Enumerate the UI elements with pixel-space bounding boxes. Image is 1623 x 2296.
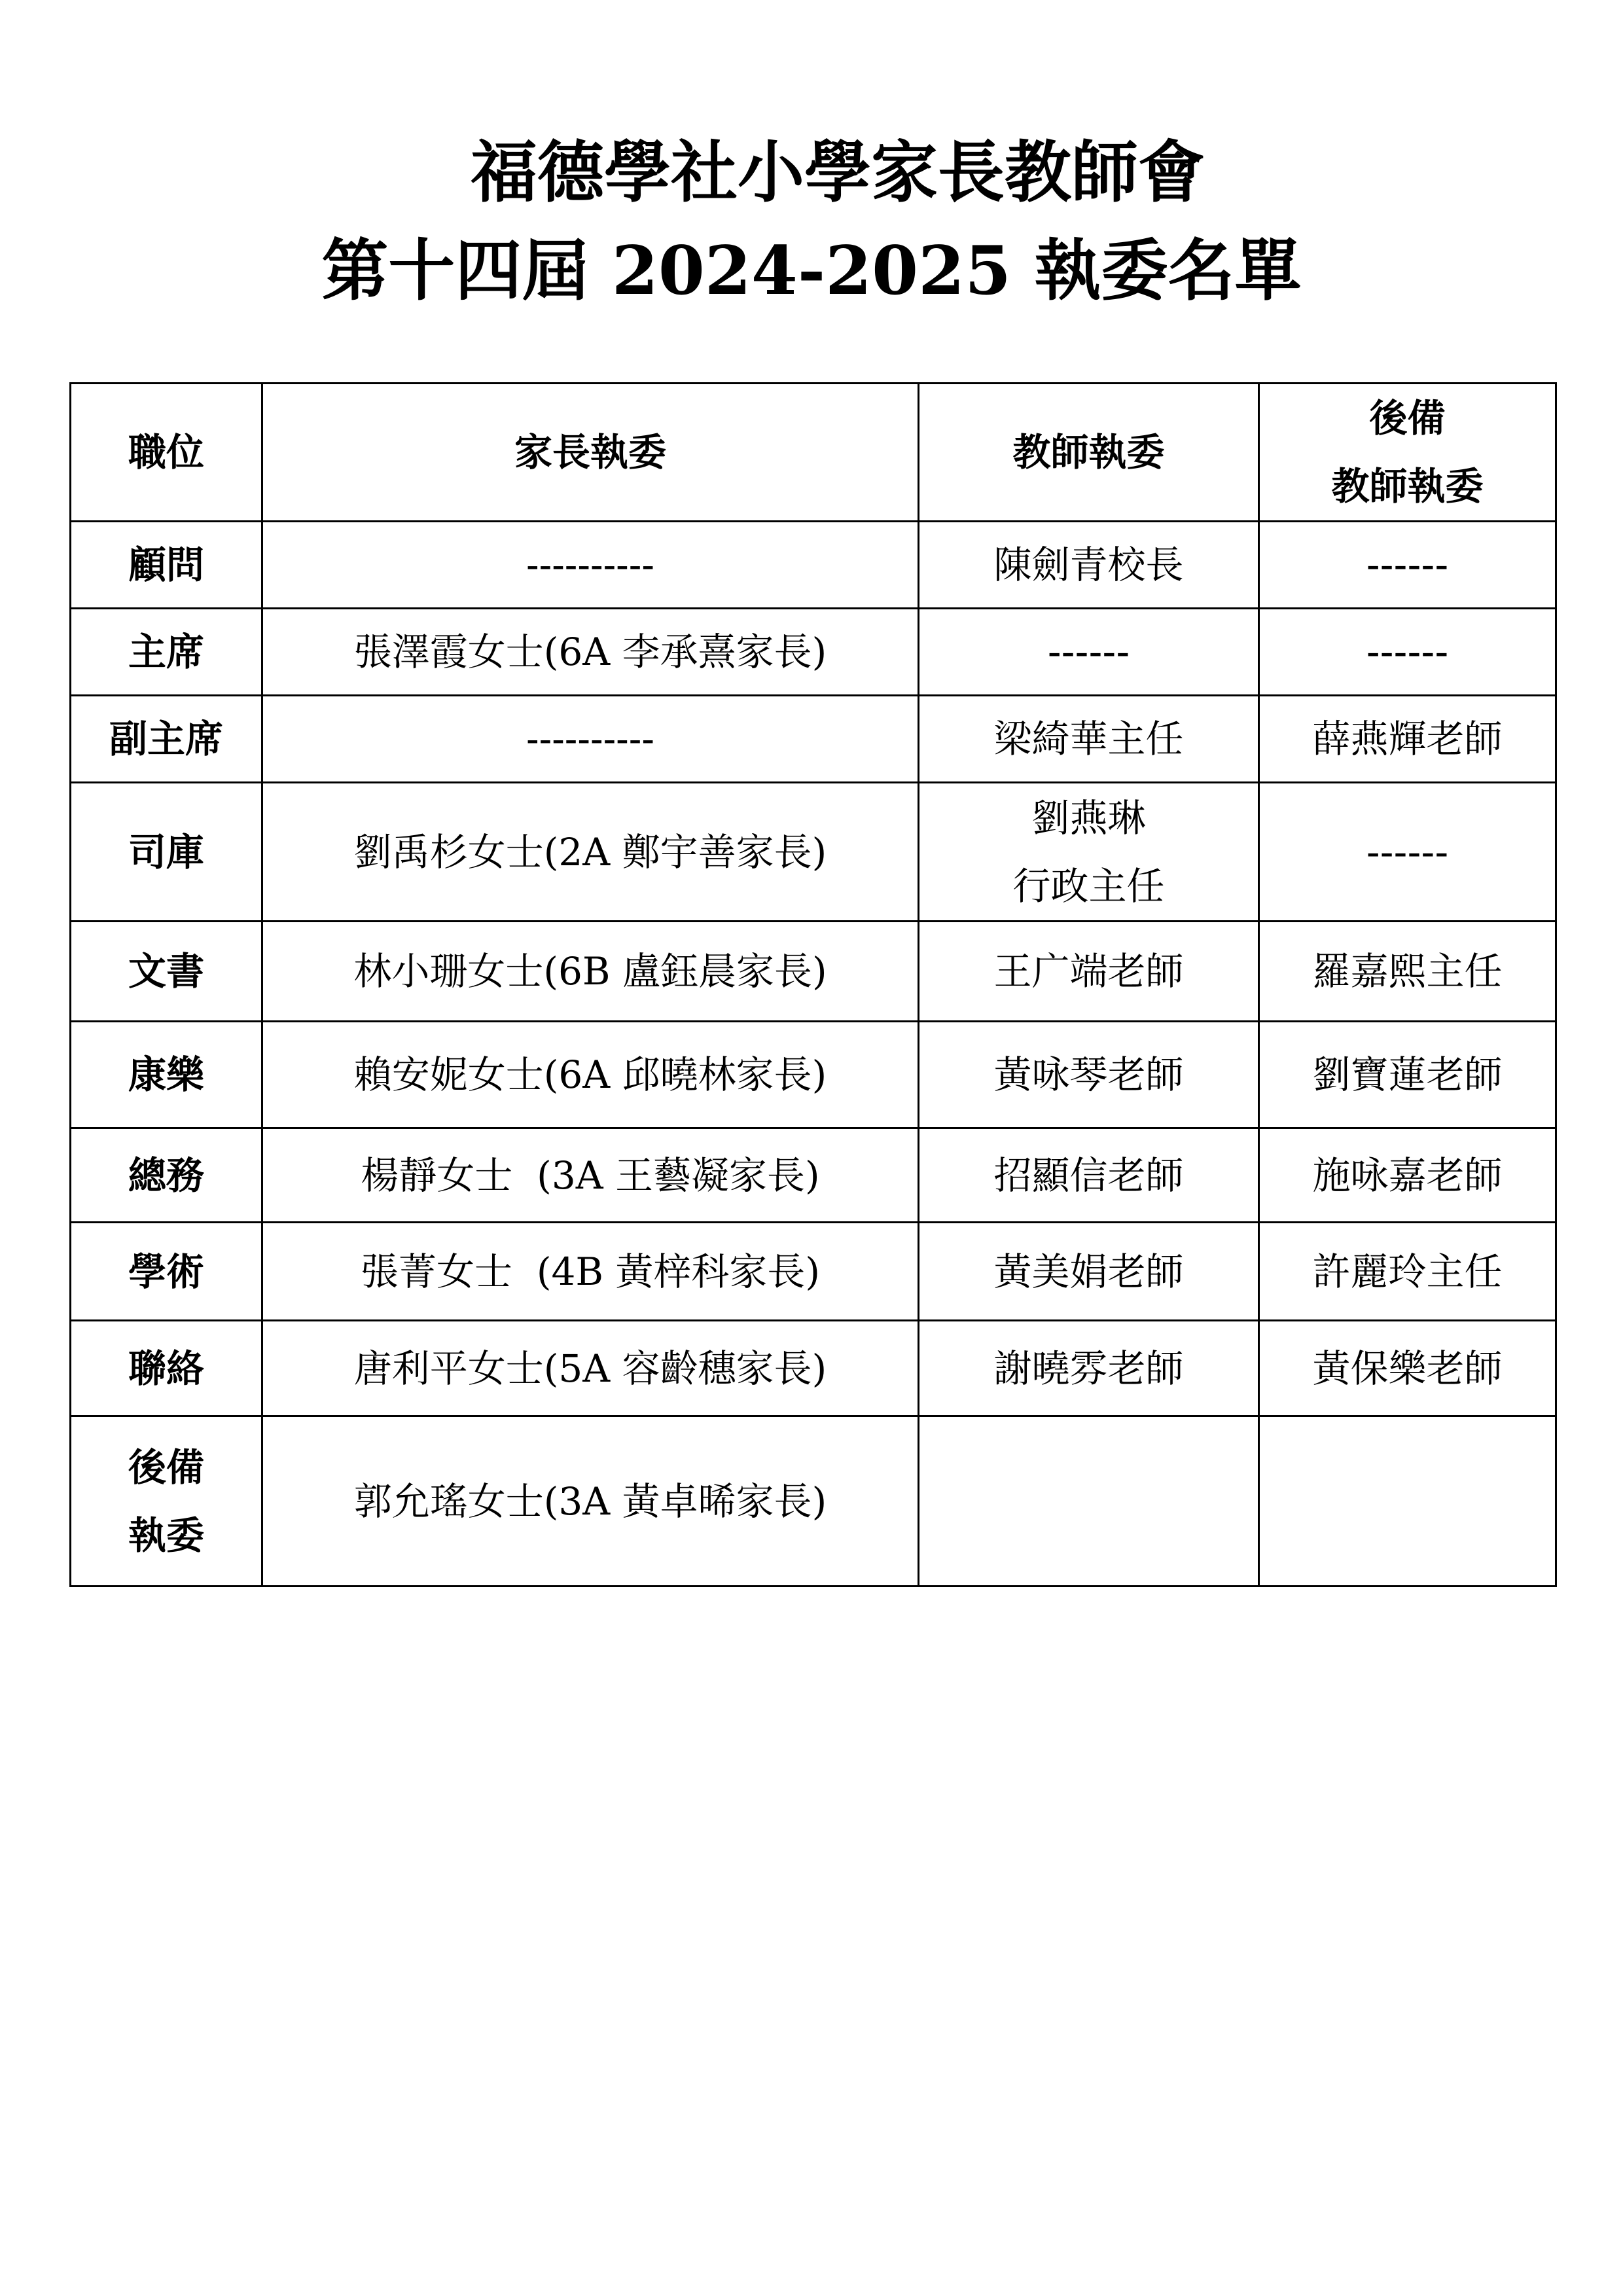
- table-header-row: [71, 384, 1556, 522]
- teacher-member-cell: 梁綺華主任: [919, 696, 1259, 783]
- parent-member-cell: 劉禹杉女士(2A 鄭宇善家長): [262, 783, 919, 922]
- teacher-member-cell: 王广端老師: [919, 922, 1259, 1022]
- table-row: [71, 1321, 1556, 1416]
- teacher-member-cell: [919, 783, 1259, 922]
- position-cell: 副主席: [71, 696, 262, 783]
- position-cell: 顧問: [71, 522, 262, 609]
- table-row: [71, 922, 1556, 1022]
- reserve-member-cell: ------: [1259, 522, 1556, 609]
- parent-member-cell: 林小珊女士(6B 盧鈺晨家長): [262, 922, 919, 1022]
- position-cell: 學術: [71, 1223, 262, 1321]
- reserve-member-cell: 劉寶蓮老師: [1259, 1022, 1556, 1128]
- position-cell: 主席: [71, 609, 262, 696]
- position-cell: 聯絡: [71, 1321, 262, 1416]
- position-line1: 後備: [128, 1444, 204, 1490]
- reserve-member-cell: 羅嘉熙主任: [1259, 922, 1556, 1022]
- parent-member-cell: 張澤霞女士(6A 李承熹家長): [262, 609, 919, 696]
- reserve-member-cell: [1259, 1416, 1556, 1587]
- reserve-member-cell: ------: [1259, 609, 1556, 696]
- document-subtitle: 第十四屆 2024-2025 執委名單: [321, 232, 1302, 310]
- parent-member-cell: 唐利平女士(5A 容齡穗家長): [262, 1321, 919, 1416]
- header-parent-committee: 家長執委: [262, 384, 919, 522]
- header-position: 職位: [71, 384, 262, 522]
- teacher-member-line2: 行政主任: [1012, 863, 1165, 908]
- table-row: [71, 609, 1556, 696]
- parent-member-cell: ----------: [262, 522, 919, 609]
- teacher-member-cell: 黃咏琴老師: [919, 1022, 1259, 1128]
- table-row: [71, 1223, 1556, 1321]
- parent-member-cell: 賴安妮女士(6A 邱曉林家長): [262, 1022, 919, 1128]
- reserve-member-cell: 薛燕輝老師: [1259, 696, 1556, 783]
- table-row: [71, 696, 1556, 783]
- header-reserve-line1: 後備: [1369, 396, 1446, 440]
- position-cell: [71, 1416, 262, 1587]
- position-cell: 文書: [71, 922, 262, 1022]
- teacher-member-cell: [919, 1416, 1259, 1587]
- teacher-member-cell: 謝曉雰老師: [919, 1321, 1259, 1416]
- table-row: [71, 522, 1556, 609]
- teacher-member-cell: 黃美娟老師: [919, 1223, 1259, 1321]
- table-row: [71, 1416, 1556, 1587]
- committee-roster-table: [69, 382, 1557, 1587]
- table-row: [71, 1022, 1556, 1128]
- reserve-member-cell: 黃保樂老師: [1259, 1321, 1556, 1416]
- teacher-member-cell: 招顯信老師: [919, 1128, 1259, 1223]
- header-reserve-teacher-committee: [1259, 384, 1556, 522]
- position-cell: 康樂: [71, 1022, 262, 1128]
- parent-member-cell: ----------: [262, 696, 919, 783]
- position-cell: 司庫: [71, 783, 262, 922]
- reserve-member-cell: 許麗玲主任: [1259, 1223, 1556, 1321]
- parent-member-cell: 楊靜女士 (3A 王藝凝家長): [262, 1128, 919, 1223]
- teacher-member-cell: 陳劍青校長: [919, 522, 1259, 609]
- table-row: [71, 1128, 1556, 1223]
- table-row: [71, 783, 1556, 922]
- document-title: 福德學社小學家長教師會: [471, 134, 1205, 212]
- position-cell: 總務: [71, 1128, 262, 1223]
- reserve-member-cell: ------: [1259, 783, 1556, 922]
- parent-member-cell: 郭允瑤女士(3A 黃卓晞家長): [262, 1416, 919, 1587]
- teacher-member-cell: ------: [919, 609, 1259, 696]
- header-reserve-line2: 教師執委: [1331, 464, 1484, 509]
- header-teacher-committee: 教師執委: [919, 384, 1259, 522]
- reserve-member-cell: 施咏嘉老師: [1259, 1128, 1556, 1223]
- parent-member-cell: 張菁女士 (4B 黃梓科家長): [262, 1223, 919, 1321]
- teacher-member-line1: 劉燕琳: [1031, 795, 1146, 840]
- position-line2: 執委: [128, 1513, 204, 1558]
